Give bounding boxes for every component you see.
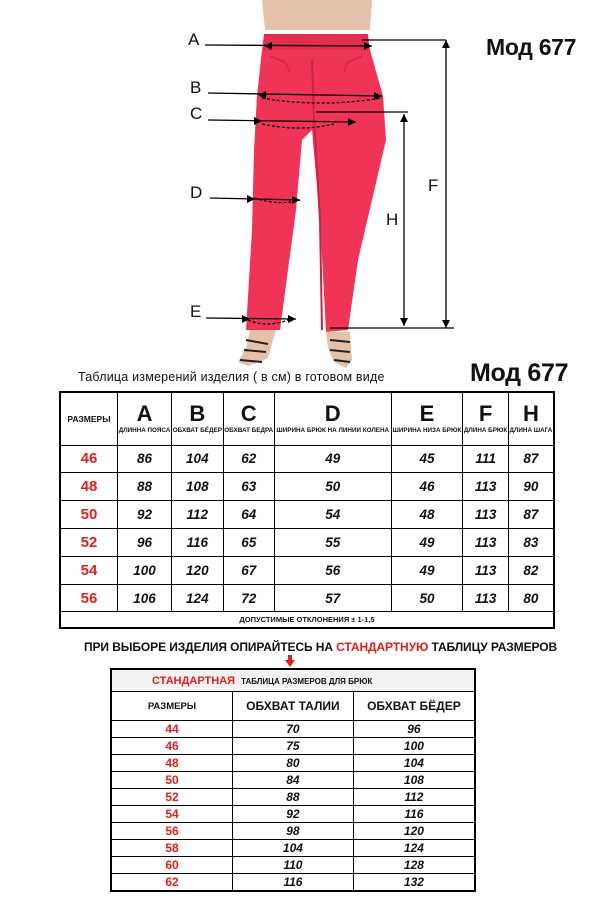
dim-letter-d: D xyxy=(190,183,203,202)
col-header-b xyxy=(172,392,224,445)
col-letter: H xyxy=(522,401,539,427)
hips-cell: 112 xyxy=(353,789,475,806)
col-header-e xyxy=(391,392,463,445)
hips-cell: 96 xyxy=(353,721,475,738)
col-letter: A xyxy=(136,401,153,427)
size-cell: 56 xyxy=(111,823,233,840)
table-row xyxy=(111,874,475,892)
value-cell: 72 xyxy=(223,584,274,612)
value-cell: 106 xyxy=(118,584,172,612)
measurement-table-caption: Таблица измерений изделия ( в см) в готовом виде xyxy=(78,370,385,384)
dim-letter-c: C xyxy=(190,104,203,123)
table-row xyxy=(111,840,475,857)
value-cell: 113 xyxy=(463,556,509,584)
table-row xyxy=(111,738,475,755)
size-cell: 46 xyxy=(111,738,233,755)
waist-cell: 70 xyxy=(233,721,354,738)
value-cell: 111 xyxy=(463,445,509,473)
col-header-f xyxy=(463,392,509,445)
table-row xyxy=(111,789,475,806)
value-cell: 104 xyxy=(172,445,224,473)
col-label: ОБХВАТ БЁДЕР xyxy=(172,427,222,435)
tolerance-row xyxy=(60,612,554,628)
header-sizes: РАЗМЕРЫ xyxy=(111,692,233,721)
col-label: ОБХВАТ БЕДРА xyxy=(224,427,274,435)
col-letter: C xyxy=(240,401,257,427)
size-cell: 46 xyxy=(60,445,118,473)
table-row xyxy=(111,857,475,874)
value-cell: 88 xyxy=(118,473,172,501)
col-letter: D xyxy=(324,401,341,427)
value-cell: 49 xyxy=(391,529,463,557)
value-cell: 116 xyxy=(172,529,224,557)
measurement-table-header xyxy=(60,392,554,445)
size-cell: 54 xyxy=(111,806,233,823)
waist-cell: 110 xyxy=(233,857,354,874)
waist-cell: 75 xyxy=(233,738,354,755)
advice-part1: ПРИ ВЫБОРЕ ИЗДЕЛИЯ ОПИРАЙТЕСЬ НА xyxy=(84,640,337,654)
value-cell: 100 xyxy=(118,556,172,584)
hips-cell: 132 xyxy=(353,874,475,892)
table-row xyxy=(60,501,554,529)
value-cell: 67 xyxy=(223,556,274,584)
value-cell: 113 xyxy=(463,501,509,529)
col-letter: B xyxy=(189,401,206,427)
value-cell: 56 xyxy=(274,556,391,584)
measurement-table xyxy=(59,391,555,629)
value-cell: 113 xyxy=(463,473,509,501)
value-cell: 64 xyxy=(223,501,274,529)
value-cell: 50 xyxy=(391,584,463,612)
waistband-shape xyxy=(262,34,370,52)
value-cell: 83 xyxy=(508,529,554,557)
size-cell: 58 xyxy=(111,840,233,857)
tolerance-note: ДОПУСТИМЫЕ ОТКЛОНЕНИЯ ± 1-1,5 xyxy=(60,612,554,628)
dim-letter-e: E xyxy=(190,302,202,321)
col-header-a xyxy=(118,392,172,445)
col-letter: E xyxy=(419,401,435,427)
standard-table-title-cell xyxy=(111,669,475,692)
value-cell: 92 xyxy=(118,501,172,529)
value-cell: 57 xyxy=(274,584,391,612)
value-cell: 80 xyxy=(508,584,554,612)
col-letter: F xyxy=(478,401,493,427)
value-cell: 46 xyxy=(391,473,463,501)
waist-cell: 92 xyxy=(233,806,354,823)
value-cell: 87 xyxy=(508,445,554,473)
col-header-h xyxy=(508,392,554,445)
value-cell: 87 xyxy=(508,501,554,529)
dim-letter-a: A xyxy=(188,30,200,49)
value-cell: 50 xyxy=(274,473,391,501)
value-cell: 63 xyxy=(223,473,274,501)
waist-cell: 104 xyxy=(233,840,354,857)
standard-table-header xyxy=(111,692,475,721)
col-header-d xyxy=(274,392,391,445)
value-cell: 65 xyxy=(223,529,274,557)
size-cell: 48 xyxy=(111,755,233,772)
size-cell: 60 xyxy=(111,857,233,874)
dim-letter-h: H xyxy=(386,210,399,229)
value-cell: 62 xyxy=(223,445,274,473)
size-cell: 62 xyxy=(111,874,233,892)
arrow-down-icon xyxy=(285,655,295,667)
table-row xyxy=(111,823,475,840)
table-row xyxy=(111,772,475,789)
dim-letter-f: F xyxy=(428,176,439,195)
hips-cell: 100 xyxy=(353,738,475,755)
size-cell: 44 xyxy=(111,721,233,738)
col-label: ДЛИННА ПОЯСА xyxy=(118,427,171,435)
size-cell: 54 xyxy=(60,556,118,584)
pants-shape xyxy=(246,50,386,332)
advice-part2: ТАБЛИЦУ РАЗМЕРОВ xyxy=(428,640,558,654)
model-title-top: Мод 677 xyxy=(486,34,577,60)
waist-cell: 116 xyxy=(233,874,354,892)
value-cell: 49 xyxy=(391,556,463,584)
value-cell: 124 xyxy=(172,584,224,612)
torso-shape xyxy=(262,0,372,30)
table-row xyxy=(111,755,475,772)
waist-cell: 88 xyxy=(233,789,354,806)
hips-cell: 120 xyxy=(353,823,475,840)
value-cell: 49 xyxy=(274,445,391,473)
waist-cell: 84 xyxy=(233,772,354,789)
table-row xyxy=(111,806,475,823)
value-cell: 96 xyxy=(118,529,172,557)
table-row xyxy=(60,584,554,612)
col-label: ДЛИНА БРЮК xyxy=(463,427,508,435)
hips-cell: 124 xyxy=(353,840,475,857)
value-cell: 54 xyxy=(274,501,391,529)
value-cell: 112 xyxy=(172,501,224,529)
sizes-header: РАЗМЕРЫ xyxy=(60,392,118,445)
value-cell: 113 xyxy=(463,584,509,612)
value-cell: 120 xyxy=(172,556,224,584)
hips-cell: 116 xyxy=(353,806,475,823)
table-row xyxy=(60,473,554,501)
size-cell: 56 xyxy=(60,584,118,612)
col-label: ДЛИНА ШАГА xyxy=(509,427,553,435)
size-cell: 52 xyxy=(111,789,233,806)
hips-cell: 108 xyxy=(353,772,475,789)
standard-title-rest: ТАБЛИЦА РАЗМЕРОВ ДЛЯ БРЮК xyxy=(241,676,373,686)
value-cell: 82 xyxy=(508,556,554,584)
standard-size-table xyxy=(110,668,476,892)
standard-title-red: СТАНДАРТНАЯ xyxy=(152,674,236,687)
size-cell: 50 xyxy=(60,501,118,529)
size-cell: 48 xyxy=(60,473,118,501)
advice-highlight: СТАНДАРТНУЮ xyxy=(336,640,429,654)
col-label: ШИРИНА БРЮК НА ЛИНИИ КОЛЕНА xyxy=(276,427,390,435)
standard-table-title xyxy=(111,669,475,692)
value-cell: 48 xyxy=(391,501,463,529)
model-title-table: Мод 677 xyxy=(470,359,569,387)
hips-cell: 104 xyxy=(353,755,475,772)
col-header-c xyxy=(223,392,274,445)
table-row xyxy=(60,445,554,473)
table-row xyxy=(60,556,554,584)
table-row xyxy=(60,529,554,557)
value-cell: 45 xyxy=(391,445,463,473)
value-cell: 55 xyxy=(274,529,391,557)
header-hips: ОБХВАТ БЁДЕР xyxy=(353,692,475,721)
value-cell: 90 xyxy=(508,473,554,501)
size-cell: 52 xyxy=(60,529,118,557)
pants-measurement-diagram xyxy=(0,0,600,368)
table-row xyxy=(111,721,475,738)
value-cell: 86 xyxy=(118,445,172,473)
advice-line xyxy=(84,640,557,654)
waist-cell: 98 xyxy=(233,823,354,840)
col-label: ШИРИНА НИЗА БРЮК xyxy=(392,427,462,435)
waist-cell: 80 xyxy=(233,755,354,772)
hips-cell: 128 xyxy=(353,857,475,874)
value-cell: 113 xyxy=(463,529,509,557)
size-cell: 50 xyxy=(111,772,233,789)
dim-letter-b: B xyxy=(190,78,202,97)
value-cell: 108 xyxy=(172,473,224,501)
header-waist: ОБХВАТ ТАЛИИ xyxy=(233,692,354,721)
